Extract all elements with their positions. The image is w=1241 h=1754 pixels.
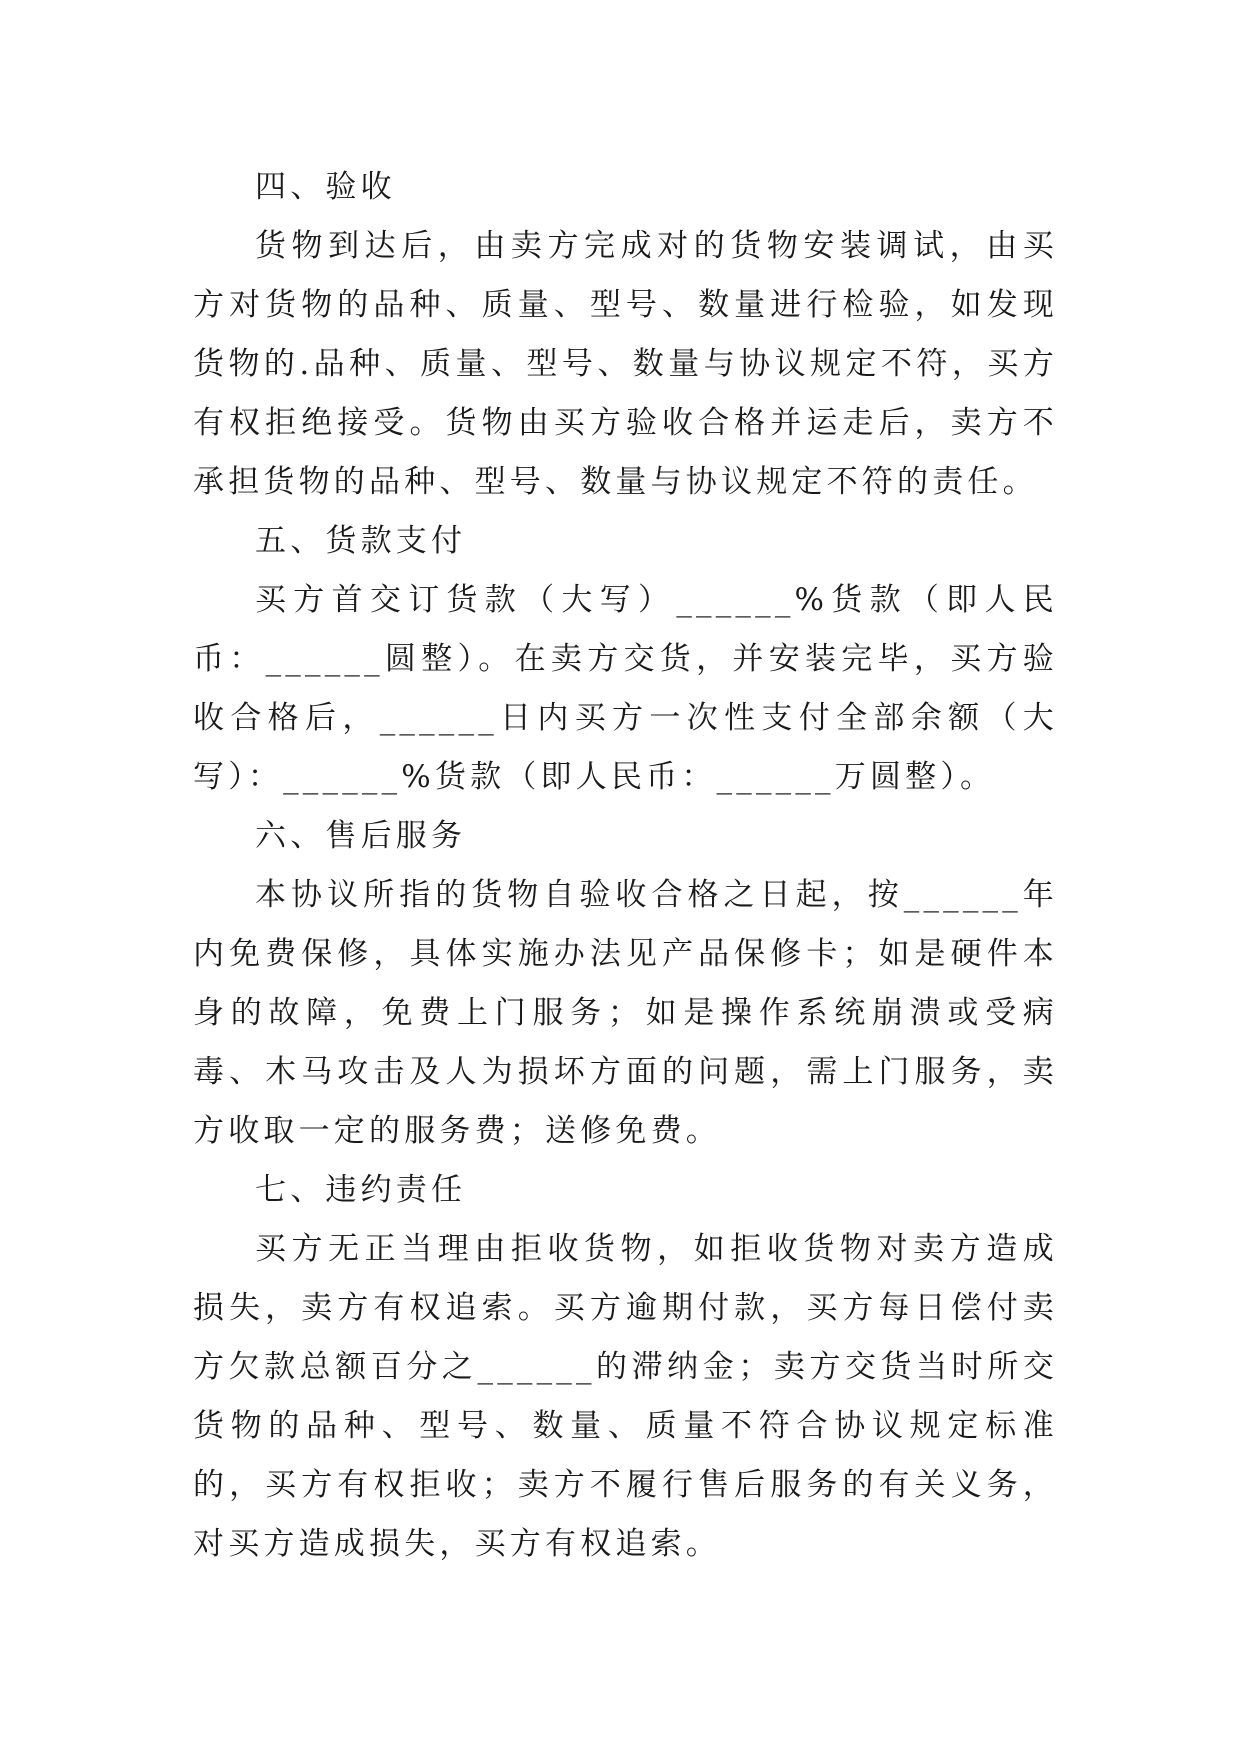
section-body-after-sales: 本协议所指的货物自验收合格之日起，按______年内免费保修，具体实施办法见产品保修卡；如是硬件本身的故障，免费上门服务；如是操作系统崩溃或受病毒、木马攻击及人为损坏方面的问题，需上门服务，卖方收取一定的服务费；送修免费。 [193,877,1058,1149]
section-heading-after-sales: 六、售后服务 [255,818,467,854]
section-body-liability: 买方无正当理由拒收货物，如拒收货物对卖方造成损失，卖方有权追索。买方逾期付款，买方每日偿付卖方欠款总额百分之______的滞纳金；卖方交货当时所交货物的品种、型号、数量、质量不符合协议规定标准的，买方有权拒收；卖方不履行售后服务的有关义务，对买方造成损失，买方有权追索。 [193,1231,1058,1562]
section-heading-payment: 五、货款支付 [255,523,467,559]
section-body-payment: 买方首交订货款（大写）______%货款（即人民币：______圆整）。在卖方交货，并安装完毕，买方验收合格后，______日内买方一次性支付全部余额（大写）：______%货款（即人民币：______万圆整）。 [193,582,1058,795]
section-heading-liability: 七、违约责任 [255,1172,467,1208]
document-body [193,158,1058,1574]
section-heading-acceptance: 四、验收 [255,169,396,205]
section-body-acceptance: 货物到达后，由卖方完成对的货物安装调试，由买方对货物的品种、质量、型号、数量进行检验，如发现货物的.品种、质量、型号、数量与协议规定不符，买方有权拒绝接受。货物由买方验收合格并运走后，卖方不承担货物的品种、型号、数量与协议规定不符的责任。 [193,228,1058,500]
